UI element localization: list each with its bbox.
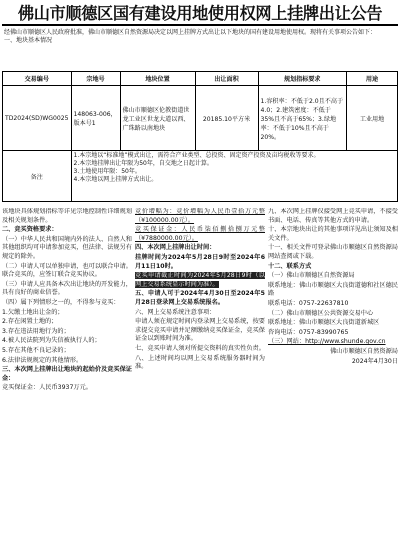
col3-para: 十一、相关文件可登录佛山市顺德区自然资源局网站查阅或下载。	[268, 244, 398, 260]
col1-para: 三、本次网上挂牌出让地块的起始价及竞买保证金：	[2, 366, 132, 382]
col1-para: 竞买保证金：人民币3937万元。	[2, 384, 92, 392]
col3-para: 十、本宗地块出让的其他事项详见出让须知及相关文件。	[268, 226, 398, 242]
col1-para: 1.欠缴土地出让金的；	[2, 308, 64, 316]
column-middle	[135, 208, 265, 540]
cell-parcel: 148063-006，版本号1	[71, 86, 120, 151]
header-location: 地块位置	[120, 72, 195, 86]
col1-para: 6.法律法规规定的其他情形。	[2, 356, 83, 364]
col3-para: 十二、联系方式	[268, 262, 312, 270]
col1-para: 2.存在闲置土地的；	[2, 318, 58, 326]
cell-area: 20185.10平方米	[195, 86, 258, 151]
col3-para: 咨询电话：0757-83990765	[268, 328, 349, 336]
land-info-table	[2, 71, 398, 202]
header-use: 用途	[347, 72, 398, 86]
remark-content	[71, 151, 398, 202]
column-right	[268, 208, 398, 540]
col1-para: （三）申请人应具备本次出让地块的开发能力，具有良好的商业信誉。	[2, 280, 132, 297]
col1-para: （四）属下列情形之一的，不得参与竞买：	[2, 298, 120, 306]
header-area: 出让面积	[195, 72, 258, 86]
cell-location: 佛山市顺德区伦教街道世龙工业区世龙大道以西、广珠路以南地块	[120, 86, 195, 151]
col1-para: 该地块具体规划指标等详见宗地控制性详细规划及相关规划条件。	[2, 208, 132, 224]
col1-para: 5.存在其他不良记录的；	[2, 346, 70, 354]
col3-para: （一）佛山市顺德区自然资源局	[268, 272, 355, 280]
body-columns	[2, 208, 398, 540]
highlighted-deadline: 竞买申请截止时间为2024年5月28日9时（以网上交易系统显示时间为准）。	[135, 272, 265, 288]
col2-para	[135, 272, 265, 289]
col1-para: 4.被人民法院列为失信被执行人的；	[2, 337, 101, 345]
col2-para: 竞价增幅为：竞价增幅为人民币壹拾万元整（¥100000.00元）。	[135, 208, 265, 224]
remark-line: 3.土地使用年限：50年。	[73, 168, 141, 175]
intro-text: 经佛山市顺德区人民政府批准，佛山市顺德区自然资源局决定以网上挂牌方式出让以下地块的国有建设用地使用权。现将有关事项公告如下：	[4, 29, 377, 36]
remark-line: 4.本宗地以网上挂牌方式出让。	[73, 176, 158, 183]
col2-para: 六、网上交易系统注意事项：	[135, 308, 216, 316]
col2-para: 五、申请人可于2024年4月30日至2024年5月28日登录网上交易系统报名。	[135, 290, 265, 306]
issuer-name: 佛山市顺德区自然资源局	[329, 347, 398, 355]
col2-para: 竞买保证金：人民币柒佰捌拾捌万元整（¥7880000.00元）。	[135, 226, 265, 242]
remark-line: 2.本宗地挂牌出让年限为50年，自交地之日起计算。	[73, 160, 213, 167]
table-remark-row	[3, 151, 398, 202]
col3-para: 联系地址：佛山市顺德区大良街道新城区	[268, 319, 380, 327]
col1-para: 二、竞买资格要求：	[2, 226, 58, 234]
issue-date: 2024年4月30日	[351, 357, 398, 365]
col3-para: 联系电话：0757-22637810	[268, 299, 349, 307]
intro-paragraph	[2, 26, 398, 71]
header-code: 交易编号	[3, 72, 72, 86]
cell-use: 工业用地	[347, 86, 398, 151]
col2-para: 四、本次网上挂牌出让时间：	[135, 244, 216, 252]
col3-para: （二）佛山市顺德区公共资源交易中心	[268, 309, 374, 317]
cell-code: TD2024(SD)WG0025	[3, 86, 72, 151]
column-left	[2, 208, 132, 540]
table-header-row	[3, 72, 398, 86]
col3-para: 九、本次网上挂牌仅接受网上竞买申请，不接受书面、电话、传真等其他方式的申请。	[268, 208, 398, 224]
table-row	[3, 86, 398, 151]
col1-para: （一）中华人民共和国境内外的法人、自然人和其他组织均可申请参加竞买，但法律、法规另有规定的除外。	[2, 235, 132, 260]
col2-para: 七、竞买申请人须对所提交资料的真实性负责。	[135, 344, 265, 352]
page-title: 佛山市顺德区国有建设用地使用权网上挂牌出让公告	[2, 0, 398, 26]
header-parcel: 宗地号	[71, 72, 120, 86]
col2-para: 申请人须在规定时间内登录网上交易系统，按要求提交竞买申请并足额缴纳竞买保证金，竞买保证金以到账时间为准。	[135, 318, 265, 343]
header-indicators: 规划指标要求	[258, 72, 347, 86]
col1-para: 3.存在违法用地行为的；	[2, 327, 70, 335]
col3-para: 联系地址：佛山市顺德区大良街道德和社区德民路	[268, 281, 398, 298]
col1-para: （二）申请人可以单独申请，也可以联合申请。联合竞买的，应签订联合竞买协议。	[2, 262, 132, 279]
website-link[interactable]: （三）网站：http://www.shunde.gov.cn	[268, 338, 386, 346]
remark-label: 备注	[3, 151, 72, 202]
col2-para: 八、上述时间均以网上交易系统服务器时间为准。	[135, 354, 265, 371]
remark-line: 1.本宗地以“标准地”模式出让，需符合产业类型、总投资、固定资产投资及亩均税收等要求。	[73, 152, 320, 159]
section-one-heading: 一、地块基本情况	[4, 37, 53, 44]
col2-para: 挂牌时间为2024年5月28日9时至2024年6月11日10时。	[135, 253, 265, 270]
cell-indicators: 1.容积率：不低于2.0且不高于4.0；2.建筑密度：不低于35%且不高于65%；3.绿地率：不低于10%且不高于20%。	[258, 86, 347, 151]
